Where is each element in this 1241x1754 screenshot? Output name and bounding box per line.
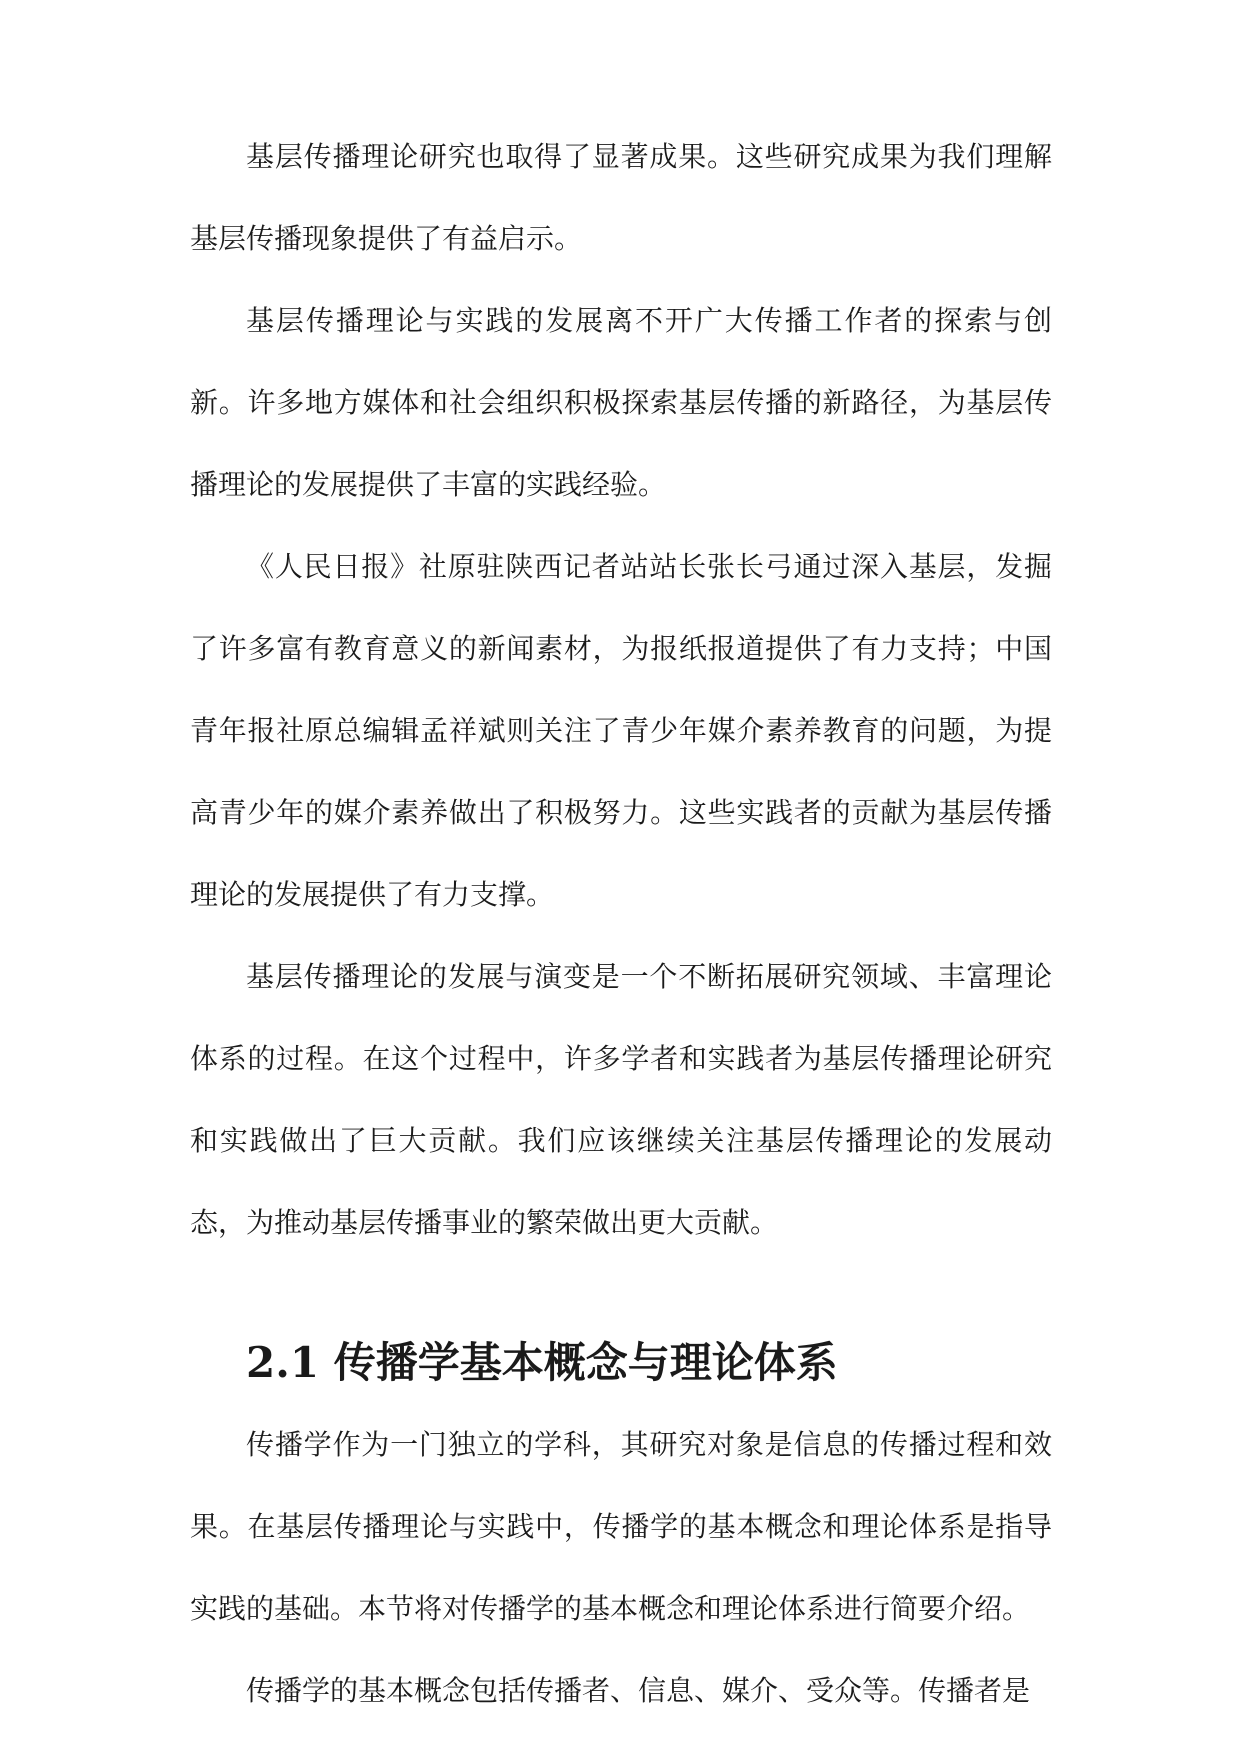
paragraph-practice-exploration: 基层传播理论与实践的发展离不开广大传播工作者的探索与创新。许多地方媒体和社会组织积极探索基层传播的新路径，为基层传播理论的发展提供了丰富的实践经验。 [190,304,1052,501]
paragraph-research-results: 基层传播理论研究也取得了显著成果。这些研究成果为我们理解基层传播现象提供了有益启示。 [190,140,1052,255]
body-text [190,116,1052,1732]
paragraph-theory-evolution: 基层传播理论的发展与演变是一个不断拓展研究领域、丰富理论体系的过程。在这个过程中，许多学者和实践者为基层传播理论研究和实践做出了巨大贡献。我们应该继续关注基层传播理论的发展动态，为推动基层传播事业的繁荣做出更大贡献。 [190,960,1052,1239]
paragraph-communication-discipline: 传播学作为一门独立的学科，其研究对象是信息的传播过程和效果。在基层传播理论与实践中，传播学的基本概念和理论体系是指导实践的基础。本节将对传播学的基本概念和理论体系进行简要介绍。 [190,1428,1052,1625]
section-heading: 2.1 传播学基本概念与理论体系 [246,1338,838,1387]
paragraph-basic-concepts: 传播学的基本概念包括传播者、信息、媒介、受众等。传播者是 [246,1674,1031,1707]
section-spacer [190,1264,1052,1322]
paragraph-practitioners: 《人民日报》社原驻陕西记者站站长张长弓通过深入基层，发掘了许多富有教育意义的新闻素材，为报纸报道提供了有力支持；中国青年报社原总编辑孟祥斌则关注了青少年媒介素养教育的问题，为提高青少年的媒介素养做出了积极努力。这些实践者的贡献为基层传播理论的发展提供了有力支撑。 [190,550,1052,911]
